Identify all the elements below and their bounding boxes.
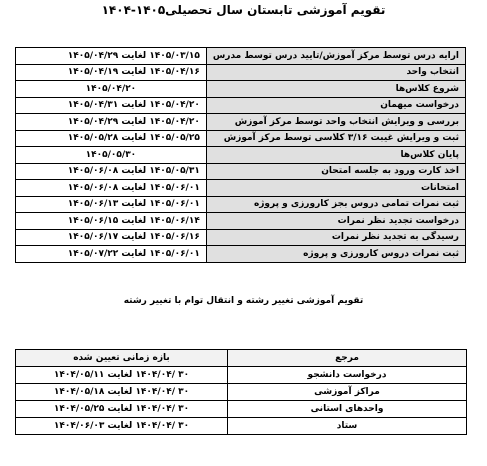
major-change-table (15, 349, 467, 435)
table-row (16, 213, 466, 230)
reference-cell: درخواست دانشجو (228, 367, 467, 384)
activity-cell: امتحانات (206, 180, 465, 197)
table-row (16, 229, 466, 246)
activity-cell: ثبت نمرات دروس کارورزی و پروژه (206, 246, 465, 263)
table-row (16, 384, 467, 401)
activity-cell: پایان کلاس‌ها (206, 147, 465, 164)
activity-cell: ثبت و ویرایش غیبت ۳/۱۶ کلاسی توسط مرکز آموزش (206, 130, 465, 147)
activity-cell: ثبت نمرات تمامی دروس بجز کارورزی و پروژه (206, 196, 465, 213)
table-row (16, 163, 466, 180)
table-row (16, 401, 467, 418)
table-row (16, 64, 466, 81)
table-row (16, 97, 466, 114)
table-row (16, 81, 466, 98)
date-cell: ۱۴۰۵/۰۴/۲۰ لغایت ۱۴۰۵/۰۴/۳۱ (16, 97, 207, 114)
activity-cell: بررسی و ویرایش انتخاب واحد توسط مرکز آموزش (206, 114, 465, 131)
date-cell: ۱۴۰۵/۰۴/۲۰ (16, 81, 207, 98)
date-cell: ۱۴۰۵/۰۵/۳۰ (16, 147, 207, 164)
reference-cell: ستاد (228, 418, 467, 435)
table-row (16, 367, 467, 384)
table-row (16, 114, 466, 131)
summer-schedule-table (15, 47, 466, 263)
date-cell: ۱۴۰۵/۰۳/۱۵ لغایت ۱۴۰۵/۰۴/۲۹ (16, 48, 207, 65)
date-cell: ۱۴۰۵/۰۵/۳۱ لغایت ۱۴۰۵/۰۶/۰۸ (16, 163, 207, 180)
table-row (16, 418, 467, 435)
reference-cell: واحدهای استانی (228, 401, 467, 418)
period-cell: ۳۰ /۱۴۰۴/۰۴ لغایت ۱۴۰۴/۰۵/۱۱ (16, 367, 228, 384)
date-cell: ۱۴۰۵/۰۴/۲۰ لغایت ۱۴۰۵/۰۴/۲۹ (16, 114, 207, 131)
table-row (16, 246, 466, 263)
table-row (16, 180, 466, 197)
page-title: تقویم آموزشی تابستان سال تحصیلی۱۴۰۵-۱۴۰۴ (101, 3, 386, 17)
reference-cell: مراکز آموزشی (228, 384, 467, 401)
period-cell: ۳۰ /۱۴۰۴/۰۴ لغایت ۱۴۰۴/۰۵/۱۸ (16, 384, 228, 401)
date-cell: ۱۴۰۵/۰۶/۰۱ لغایت ۱۴۰۵/۰۶/۱۳ (16, 196, 207, 213)
activity-cell: ارایه درس توسط مرکز آموزش/تایید درس توسط مدرس (206, 48, 465, 65)
activity-cell: رسیدگی به تجدید نظر نمرات (206, 229, 465, 246)
period-cell: ۳۰ /۱۴۰۴/۰۴ لغایت ۱۴۰۴/۰۵/۲۵ (16, 401, 228, 418)
column-header-reference: مرجع (228, 350, 467, 367)
date-cell: ۱۴۰۵/۰۶/۰۱ لغایت ۱۴۰۵/۰۷/۲۲ (16, 246, 207, 263)
activity-cell: شروع کلاس‌ها (206, 81, 465, 98)
table-row (16, 196, 466, 213)
table-row (16, 147, 466, 164)
table-row (16, 130, 466, 147)
activity-cell: اخذ کارت ورود به جلسه امتحان (206, 163, 465, 180)
table-row (16, 48, 466, 65)
date-cell: ۱۴۰۵/۰۵/۲۵ لغایت ۱۴۰۵/۰۵/۲۸ (16, 130, 207, 147)
date-cell: ۱۴۰۵/۰۶/۰۱ لغایت ۱۴۰۵/۰۶/۰۸ (16, 180, 207, 197)
activity-cell: درخواست میهمان (206, 97, 465, 114)
activity-cell: درخواست تجدید نظر نمرات (206, 213, 465, 230)
column-header-period: بازه زمانی تعیین شده (16, 350, 228, 367)
section-title: تقویم آموزشی تغییر رشته و انتقال توام با تغییر رشته (123, 296, 364, 306)
table-header-row (16, 350, 467, 367)
date-cell: ۱۴۰۵/۰۶/۱۶ لغایت ۱۴۰۵/۰۶/۱۷ (16, 229, 207, 246)
date-cell: ۱۴۰۵/۰۶/۱۴ لغایت ۱۴۰۵/۰۶/۱۵ (16, 213, 207, 230)
date-cell: ۱۴۰۵/۰۴/۱۶ لغایت ۱۴۰۵/۰۴/۱۹ (16, 64, 207, 81)
activity-cell: انتخاب واحد (206, 64, 465, 81)
period-cell: ۳۰ /۱۴۰۴/۰۴ لغایت ۱۴۰۴/۰۶/۰۳ (16, 418, 228, 435)
